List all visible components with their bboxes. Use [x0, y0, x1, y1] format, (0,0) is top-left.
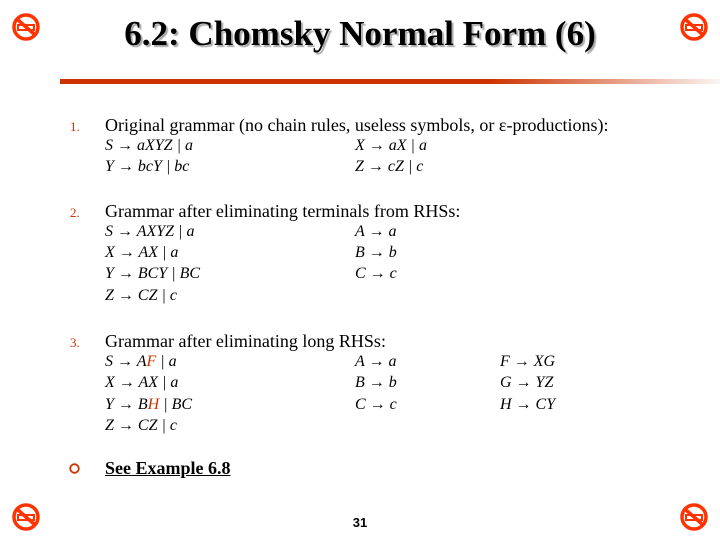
section-number: 3. — [70, 335, 80, 350]
example-link[interactable]: See Example 6.8 — [105, 458, 231, 478]
production-rule: A → a — [355, 353, 397, 370]
production-rule: A → a — [355, 223, 397, 240]
production-rule: S → AXYZ | a — [105, 223, 195, 240]
rule-text: | BC — [159, 396, 193, 413]
production-rule: Z → cZ | c — [355, 158, 424, 175]
new-variable: H — [147, 396, 160, 413]
production-rule: Z → CZ | c — [105, 287, 177, 304]
production-rule: C → c — [355, 265, 397, 282]
production-rule: B → b — [355, 244, 397, 261]
production-rule — [105, 395, 192, 415]
rule-text: | a — [156, 353, 177, 370]
production-rule: Y → BCY | BC — [105, 265, 201, 282]
production-rule: B → b — [355, 374, 397, 391]
production-rule: G → YZ — [500, 374, 554, 391]
page-title: 6.2: Chomsky Normal Form (6) — [124, 14, 596, 53]
rule-text: S → A — [105, 353, 147, 370]
production-rule: H → CY — [500, 396, 556, 413]
production-rule: Z → CZ | c — [105, 417, 177, 434]
section-heading: Original grammar (no chain rules, useless symbols, or ε-productions): — [105, 115, 609, 135]
rule-text: Y → B — [105, 396, 148, 413]
production-rule: X → AX | a — [105, 374, 179, 391]
page-number: 31 — [352, 515, 368, 530]
circle-bullet-icon — [69, 463, 80, 474]
production-rule: F → XG — [500, 353, 556, 370]
production-rule: Y → bcY | bc — [105, 158, 190, 175]
production-rule — [105, 352, 177, 372]
section-number: 2. — [70, 205, 80, 220]
production-rule: S → aXYZ | a — [105, 137, 193, 154]
production-rule: X → aX | a — [355, 137, 427, 154]
title-divider — [60, 79, 720, 84]
production-rule: C → c — [355, 396, 397, 413]
section-heading: Grammar after eliminating long RHSs: — [105, 331, 386, 351]
production-rule: X → AX | a — [105, 244, 179, 261]
section-number: 1. — [70, 119, 80, 134]
section-heading: Grammar after eliminating terminals from RHSs: — [105, 201, 461, 221]
new-variable: F — [146, 353, 157, 370]
